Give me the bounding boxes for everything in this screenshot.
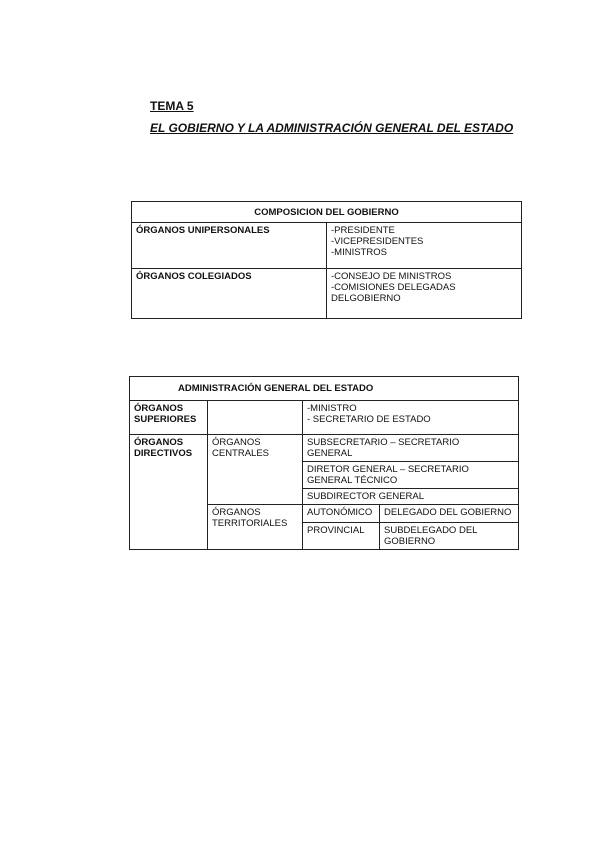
centrales-label: ÓRGANOS CENTRALES bbox=[208, 435, 303, 505]
list-item: -COMISIONES DELEGADAS bbox=[331, 282, 456, 293]
list-item: -PRESIDENTE bbox=[331, 225, 395, 236]
composicion-gobierno-table bbox=[131, 201, 522, 319]
unipersonales-items bbox=[327, 223, 522, 269]
superiores-empty-cell bbox=[208, 401, 303, 435]
superiores-items bbox=[303, 401, 519, 435]
age-title: ADMINISTRACIÓN GENERAL DEL ESTADO bbox=[130, 377, 519, 401]
superiores-label: ÓRGANOS SUPERIORES bbox=[130, 401, 208, 435]
list-item: -MINISTROS bbox=[331, 247, 387, 258]
centrales-item: DIRETOR GENERAL – SECRETARIO GENERAL TÉCNICO bbox=[303, 462, 519, 489]
subdelegado-cell: SUBDELEGADO DEL GOBIERNO bbox=[380, 523, 519, 550]
colegiados-label: ÓRGANOS COLEGIADOS bbox=[132, 269, 327, 319]
colegiados-items bbox=[327, 269, 522, 319]
list-item: -CONSEJO DE MINISTROS bbox=[331, 271, 452, 282]
centrales-item: SUBDIRECTOR GENERAL bbox=[303, 489, 519, 505]
page-title: EL GOBIERNO Y LA ADMINISTRACIÓN GENERAL DEL ESTADO bbox=[150, 121, 514, 135]
list-item: - SECRETARIO DE ESTADO bbox=[307, 414, 431, 425]
provincial-cell: PROVINCIAL bbox=[303, 523, 380, 550]
centrales-item: SUBSECRETARIO – SECRETARIO GENERAL bbox=[303, 435, 519, 462]
autonomico-cell: AUTONÓMICO bbox=[303, 505, 380, 523]
tema-heading: TEMA 5 bbox=[150, 99, 194, 113]
unipersonales-label: ÓRGANOS UNIPERSONALES bbox=[132, 223, 327, 269]
delegado-cell: DELEGADO DEL GOBIERNO bbox=[380, 505, 519, 523]
list-item: DELGOBIERNO bbox=[331, 293, 401, 304]
territoriales-label: ÓRGANOS TERRITORIALES bbox=[208, 505, 303, 550]
administracion-general-table bbox=[129, 376, 519, 550]
directivos-label: ÓRGANOS DIRECTIVOS bbox=[130, 435, 208, 550]
list-item: -VICEPRESIDENTES bbox=[331, 236, 424, 247]
list-item: -MINISTRO bbox=[307, 403, 357, 414]
composicion-title: COMPOSICION DEL GOBIERNO bbox=[132, 202, 522, 223]
